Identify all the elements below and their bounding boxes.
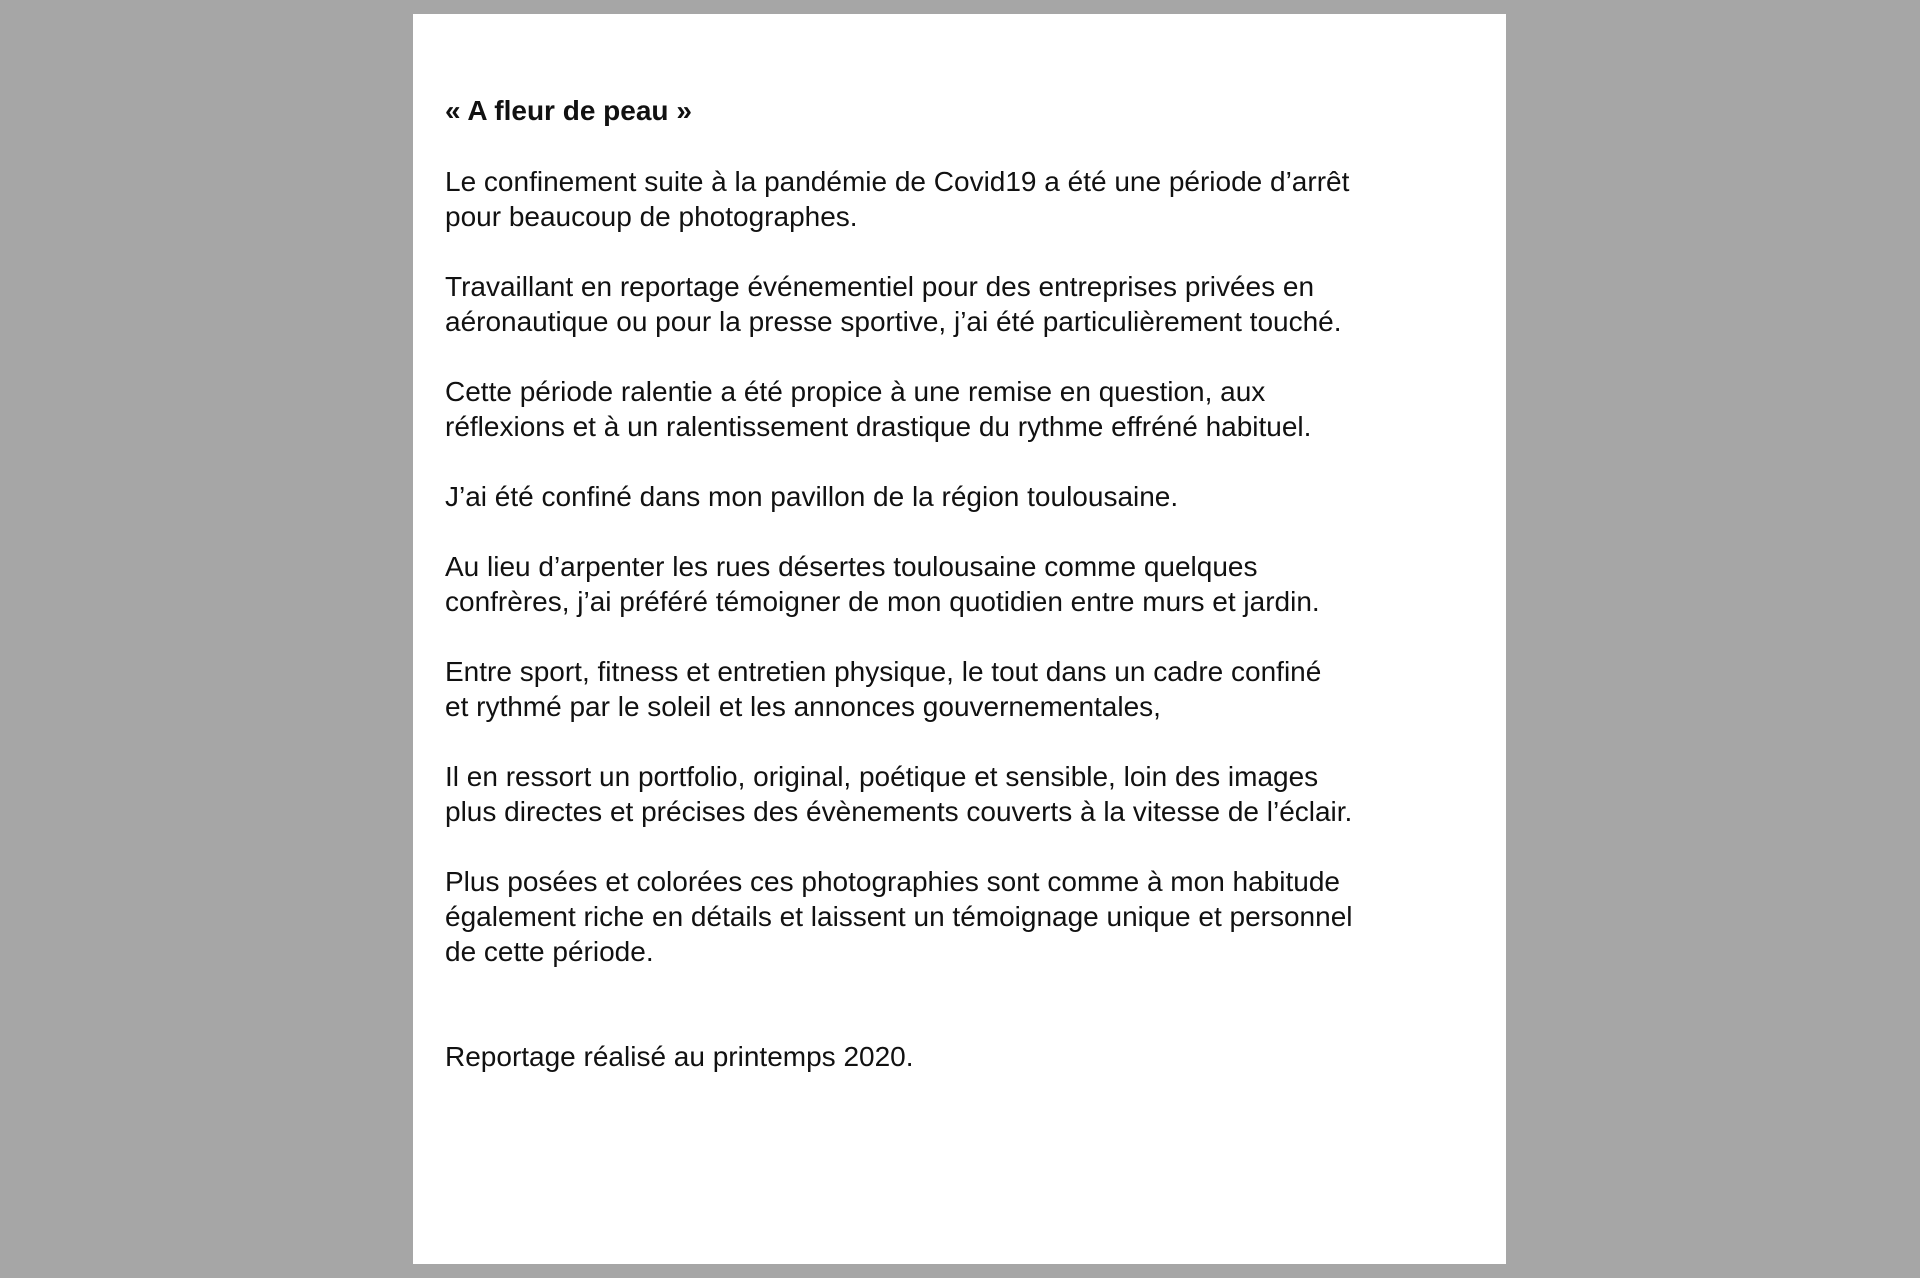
paragraph-line: J’ai été confiné dans mon pavillon de la région toulousaine. <box>445 481 1179 512</box>
paragraph-line: Plus posées et colorées ces photographies sont comme à mon habitude <box>445 866 1340 897</box>
paragraph-7 <box>445 759 1486 829</box>
paragraph-line: Cette période ralentie a été propice à une remise en question, aux <box>445 376 1266 407</box>
document-title: « A fleur de peau » <box>445 95 692 126</box>
paragraph-1 <box>445 164 1486 234</box>
paragraph-line: Reportage réalisé au printemps 2020. <box>445 1041 914 1072</box>
paragraph-line: de cette période. <box>445 936 654 967</box>
paragraph-line: plus directes et précises des évènements couverts à la vitesse de l’éclair. <box>445 796 1353 827</box>
paragraph-line: aéronautique ou pour la presse sportive, j’ai été particulièrement touché. <box>445 306 1342 337</box>
document-page <box>413 14 1506 1264</box>
paragraph-line: Entre sport, fitness et entretien physique, le tout dans un cadre confiné <box>445 656 1322 687</box>
paragraph-4 <box>445 479 1486 514</box>
paragraph-line: réflexions et à un ralentissement drastique du rythme effréné habituel. <box>445 411 1312 442</box>
paragraph-line: Il en ressort un portfolio, original, poétique et sensible, loin des images <box>445 761 1319 792</box>
paragraph-8 <box>445 864 1486 969</box>
paragraph-3 <box>445 374 1486 444</box>
paragraph-line: confrères, j’ai préféré témoigner de mon quotidien entre murs et jardin. <box>445 586 1320 617</box>
closing-note <box>445 1039 1486 1074</box>
paragraph-line: et rythmé par le soleil et les annonces gouvernementales, <box>445 691 1161 722</box>
paragraph-line: pour beaucoup de photographes. <box>445 201 858 232</box>
paragraph-line: également riche en détails et laissent un témoignage unique et personnel <box>445 901 1353 932</box>
paragraph-5 <box>445 549 1486 619</box>
paragraph-line: Au lieu d’arpenter les rues désertes toulousaine comme quelques <box>445 551 1258 582</box>
paragraph-line: Travaillant en reportage événementiel pour des entreprises privées en <box>445 271 1315 302</box>
paragraph-line: Le confinement suite à la pandémie de Covid19 a été une période d’arrêt <box>445 166 1350 197</box>
paragraph-2 <box>445 269 1486 339</box>
paragraph-6 <box>445 654 1486 724</box>
